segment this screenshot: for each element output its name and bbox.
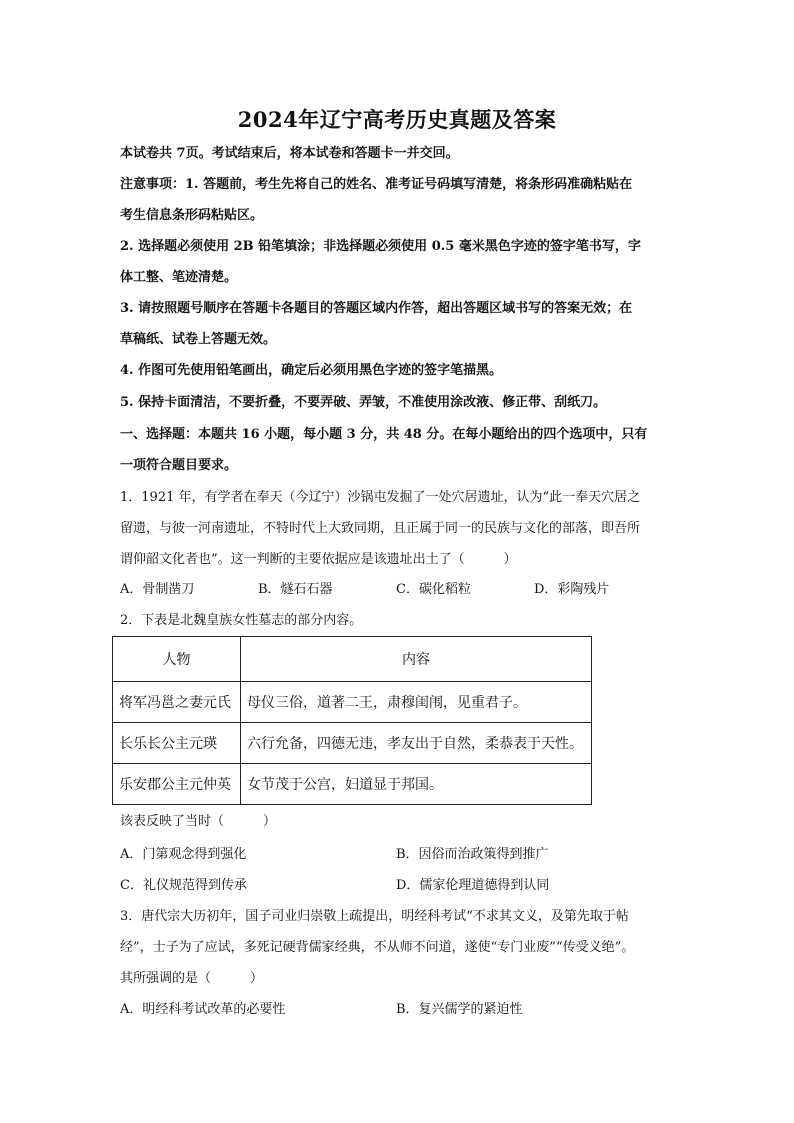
q2-after-table: 该表反映了当时（ ）: [120, 814, 277, 829]
note-line-8: 5. 保持卡面清洁，不要折叠，不要弄破、弄皱，不准使用涂改液、修正带、刮纸刀。: [120, 395, 607, 410]
table-header-person: 人物: [113, 637, 241, 682]
q1-option-b: B．燧石石器: [258, 582, 333, 597]
note-line-6: 草稿纸、试卷上答题无效。: [120, 332, 277, 347]
q1-option-a: A．骨制凿刀: [120, 582, 195, 597]
q2-option-a: A．门第观念得到强化: [120, 847, 247, 862]
q2-table: [112, 636, 592, 805]
q3-option-b: B．复兴儒学的紧迫性: [396, 1002, 523, 1017]
q3-stem-line-3: 其所强调的是（ ）: [120, 971, 264, 986]
q2-option-d: D．儒家伦理道德得到认同: [396, 878, 550, 893]
q3-stem-line-1: 3．唐代宗大历初年，国子司业归崇敬上疏提出，明经科考试“不求其文义，及第先取于帖: [120, 909, 629, 924]
q1-stem-line-3: 谓仰韶文化者也”。这一判断的主要依据应是该遗址出土了（ ）: [120, 552, 517, 567]
note-line-1: 注意事项：1. 答题前，考生先将自己的姓名、准考证号码填写清楚，将条形码准确粘贴在: [120, 177, 633, 192]
note-line-2: 考生信息条形码粘贴区。: [120, 208, 264, 223]
table-cell-content: 母仪三俗，道著二王，肃穆闺闱，见重君子。: [241, 682, 592, 723]
table-header-row: [113, 637, 592, 682]
table-row: [113, 723, 592, 764]
table-row: [113, 682, 592, 723]
table-cell-person: 乐安郡公主元仲英: [113, 764, 241, 805]
q2-option-c: C．礼仪规范得到传承: [120, 878, 247, 893]
q1-option-c: C．碳化稻粒: [396, 582, 471, 597]
intro-line: 本试卷共 7页。考试结束后，将本试卷和答题卡一并交回。: [120, 146, 459, 161]
q2-stem: 2．下表是北魏皇族女性墓志的部分内容。: [120, 613, 363, 628]
table-cell-person: 长乐长公主元瑛: [113, 723, 241, 764]
document-title: 2024年辽宁高考历史真题及答案: [237, 107, 557, 132]
note-line-7: 4. 作图可先使用铅笔画出，确定后必须用黑色字迹的签字笔描黑。: [120, 363, 503, 378]
note-line-5: 3. 请按照题号顺序在答题卡各题目的答题区域内作答，超出答题区域书写的答案无效；在: [120, 301, 633, 316]
table-cell-content: 女节茂于公宫，妇道显于邦国。: [241, 764, 592, 805]
note-line-3: 2. 选择题必须使用 2B 铅笔填涂；非选择题必须使用 0.5 毫米黑色字迹的签字笔书写，字: [120, 239, 641, 254]
section-heading-line-1: 一、选择题：本题共 16 小题，每小题 3 分，共 48 分。在每小题给出的四个选项中，只有: [120, 427, 648, 442]
table-cell-content: 六行允备，四德无违，孝友出于自然，柔恭表于天性。: [241, 723, 592, 764]
q3-stem-line-2: 经”，士子为了应试，多死记硬背儒家经典，不从师不问道，遂使“专门业废”“传受义绝”。: [120, 940, 635, 955]
q2-option-b: B．因俗而治政策得到推广: [396, 847, 549, 862]
table-row: [113, 764, 592, 805]
q3-option-a: A．明经科考试改革的必要性: [120, 1002, 286, 1017]
q1-stem-line-2: 留遗，与彼一河南遗址，不特时代上大致同期，且正属于同一的民族与文化的部落，即吾所: [120, 521, 641, 536]
q1-stem-line-1: 1．1921 年，有学者在奉天（今辽宁）沙锅屯发掘了一处穴居遗址，认为“此一奉天穴居之: [120, 490, 641, 505]
table-header-content: 内容: [241, 637, 592, 682]
q1-option-d: D．彩陶残片: [534, 582, 610, 597]
table-cell-person: 将军冯邕之妻元氏: [113, 682, 241, 723]
note-line-4: 体工整、笔迹清楚。: [120, 270, 238, 285]
section-heading-line-2: 一项符合题目要求。: [120, 458, 238, 473]
